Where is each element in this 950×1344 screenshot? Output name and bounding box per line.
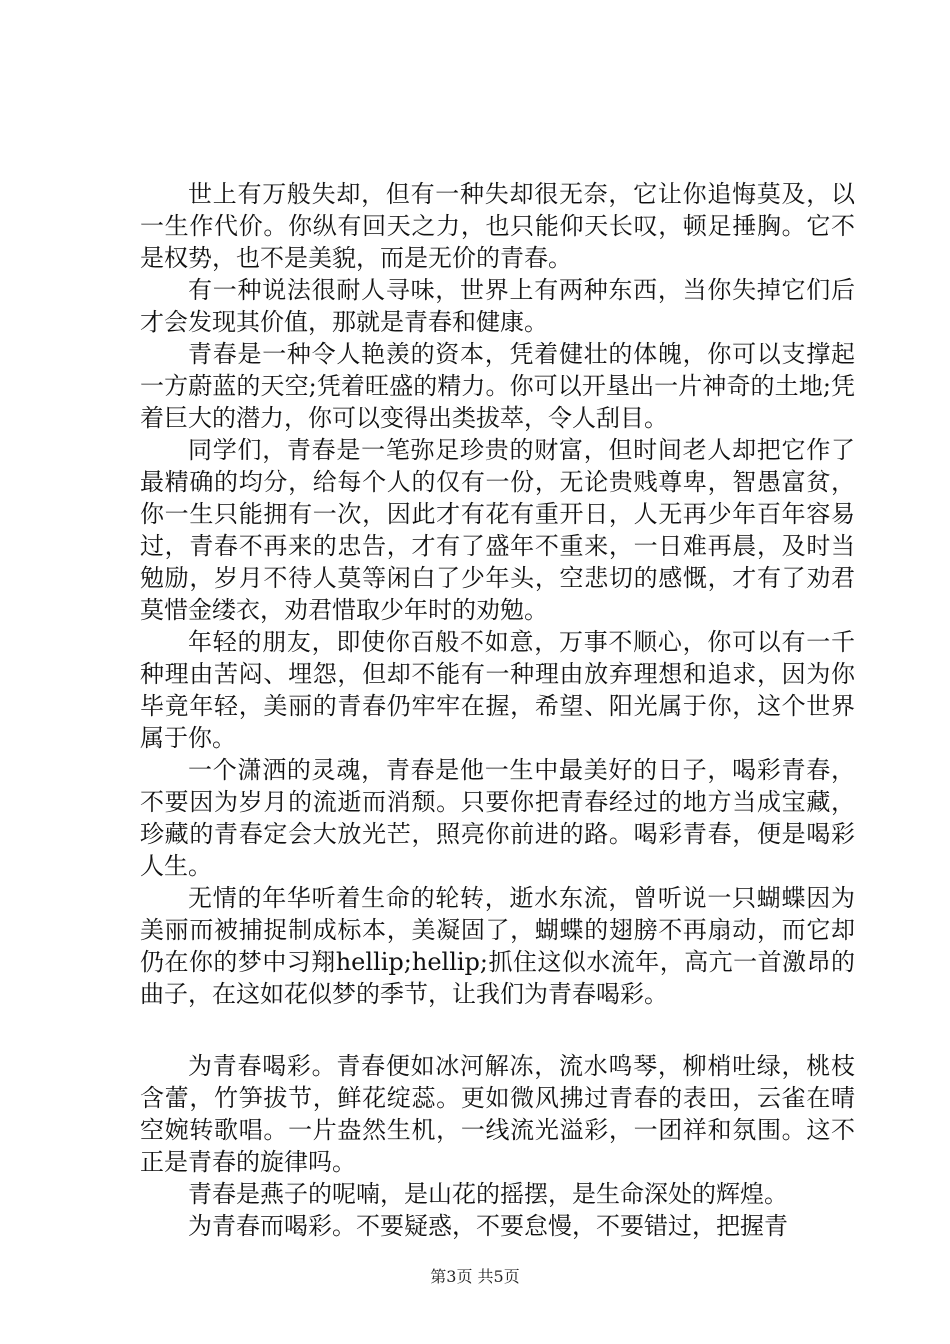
paragraph: 青春是一种令人艳羡的资本，凭着健壮的体魄，你可以支撑起一方蔚蓝的天空;凭着旺盛的精力。你可以开垦出一片神奇的土地;凭着巨大的潜力，你可以变得出类拔萃，令人刮目。 — [140, 340, 855, 432]
paragraph: 同学们，青春是一笔弥足珍贵的财富，但时间老人却把它作了最精确的均分，给每个人的仅有一份，无论贵贱尊卑，智愚富贫，你一生只能拥有一次，因此才有花有重开日，人无再少年百年容易过，青春不再来的忠告，才有了盛年不重来，一日难再晨，及时当勉励，岁月不待人莫等闲白了少年头，空悲切的感慨，才有了劝君莫惜金缕衣，劝君惜取少年时的劝勉。 — [140, 436, 855, 624]
paragraph: 为青春而喝彩。不要疑惑，不要怠慢，不要错过，把握青 — [188, 1212, 788, 1240]
paragraph: 无情的年华听着生命的轮转，逝水东流，曾听说一只蝴蝶因为美丽而被捕捉制成标本，美凝固了，蝴蝶的翅膀不再扇动，而它却仍在你的梦中习翔hellip;hellip;抓住这似水流年，高亢一首激昂的曲子，在这如花似梦的季节，让我们为青春喝彩。 — [140, 884, 855, 1008]
page-footer: 第3页 共5页 — [430, 1267, 520, 1286]
paragraph: 年轻的朋友，即使你百般不如意，万事不顺心，你可以有一千种理由苦闷、埋怨，但却不能有一种理由放弃理想和追求，因为你毕竟年轻，美丽的青春仍牢牢在握，希望、阳光属于你，这个世界属于你。 — [140, 628, 855, 752]
document-body — [140, 178, 855, 1242]
paragraph: 一个潇洒的灵魂，青春是他一生中最美好的日子，喝彩青春，不要因为岁月的流逝而消颓。只要你把青春经过的地方当成宝藏，珍藏的青春定会大放光芒，照亮你前进的路。喝彩青春，便是喝彩人生。 — [140, 756, 855, 880]
paragraph: 为青春喝彩。青春便如冰河解冻，流水鸣琴，柳梢吐绿，桃枝含蕾，竹笋拔节，鲜花绽蕊。更如微风拂过青春的表田，云雀在晴空婉转歌唱。一片盎然生机，一线流光溢彩，一团祥和氛围。这不正是青春的旋律吗。 — [140, 1052, 855, 1176]
paragraph-gap — [140, 1010, 855, 1050]
paragraph: 青春是燕子的呢喃，是山花的摇摆，是生命深处的辉煌。 — [188, 1180, 788, 1208]
paragraph: 世上有万般失却，但有一种失却很无奈，它让你追悔莫及，以一生作代价。你纵有回天之力，也只能仰天长叹，顿足捶胸。它不是权势，也不是美貌，而是无价的青春。 — [140, 180, 855, 272]
paragraph: 有一种说法很耐人寻味，世界上有两种东西，当你失掉它们后才会发现其价值，那就是青春和健康。 — [140, 276, 855, 336]
